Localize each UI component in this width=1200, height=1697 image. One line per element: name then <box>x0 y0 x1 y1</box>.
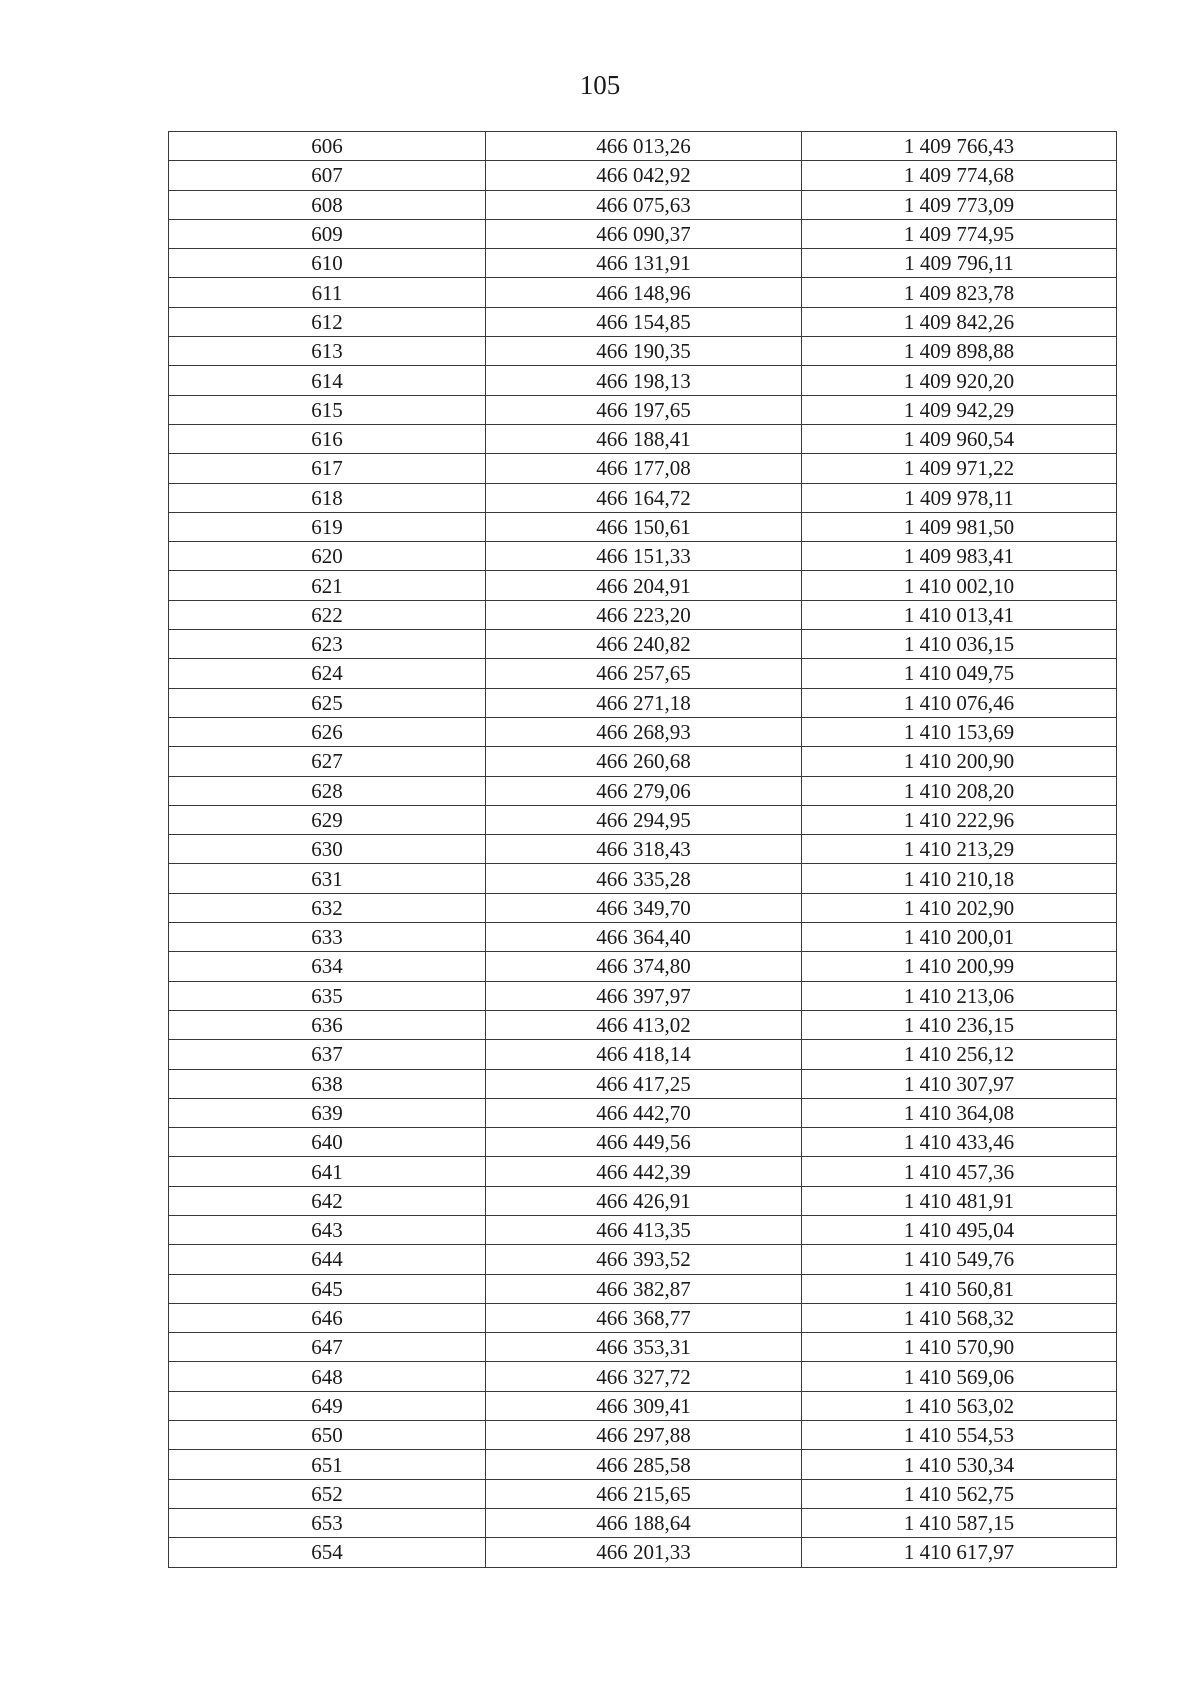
point-number-cell: 606 <box>169 132 486 161</box>
x-coordinate-cell: 466 327,72 <box>486 1362 802 1391</box>
table-row <box>169 1128 1117 1157</box>
x-coordinate-cell: 466 154,85 <box>486 307 802 336</box>
point-number-cell: 644 <box>169 1245 486 1274</box>
x-coordinate-cell: 466 309,41 <box>486 1391 802 1420</box>
x-coordinate-cell: 466 442,39 <box>486 1157 802 1186</box>
table-row <box>169 600 1117 629</box>
point-number-cell: 619 <box>169 512 486 541</box>
point-number-cell: 623 <box>169 630 486 659</box>
table-row <box>169 1186 1117 1215</box>
x-coordinate-cell: 466 268,93 <box>486 717 802 746</box>
y-coordinate-cell: 1 410 364,08 <box>802 1098 1117 1127</box>
y-coordinate-cell: 1 409 842,26 <box>802 307 1117 336</box>
point-number-cell: 608 <box>169 190 486 219</box>
table-row <box>169 864 1117 893</box>
table-row <box>169 747 1117 776</box>
x-coordinate-cell: 466 150,61 <box>486 512 802 541</box>
y-coordinate-cell: 1 409 823,78 <box>802 278 1117 307</box>
table-row <box>169 952 1117 981</box>
point-number-cell: 632 <box>169 893 486 922</box>
point-number-cell: 613 <box>169 337 486 366</box>
point-number-cell: 625 <box>169 688 486 717</box>
x-coordinate-cell: 466 204,91 <box>486 571 802 600</box>
table-row <box>169 1157 1117 1186</box>
point-number-cell: 622 <box>169 600 486 629</box>
point-number-cell: 611 <box>169 278 486 307</box>
x-coordinate-cell: 466 188,41 <box>486 424 802 453</box>
y-coordinate-cell: 1 410 002,10 <box>802 571 1117 600</box>
point-number-cell: 627 <box>169 747 486 776</box>
x-coordinate-cell: 466 198,13 <box>486 366 802 395</box>
y-coordinate-cell: 1 409 773,09 <box>802 190 1117 219</box>
y-coordinate-cell: 1 410 036,15 <box>802 630 1117 659</box>
x-coordinate-cell: 466 197,65 <box>486 395 802 424</box>
point-number-cell: 629 <box>169 805 486 834</box>
table-row <box>169 483 1117 512</box>
y-coordinate-cell: 1 410 256,12 <box>802 1040 1117 1069</box>
y-coordinate-cell: 1 409 960,54 <box>802 424 1117 453</box>
y-coordinate-cell: 1 410 569,06 <box>802 1362 1117 1391</box>
y-coordinate-cell: 1 410 076,46 <box>802 688 1117 717</box>
table-row <box>169 1421 1117 1450</box>
point-number-cell: 638 <box>169 1069 486 1098</box>
point-number-cell: 610 <box>169 249 486 278</box>
x-coordinate-cell: 466 413,02 <box>486 1010 802 1039</box>
point-number-cell: 633 <box>169 923 486 952</box>
point-number-cell: 645 <box>169 1274 486 1303</box>
table-row <box>169 659 1117 688</box>
x-coordinate-cell: 466 353,31 <box>486 1333 802 1362</box>
x-coordinate-cell: 466 090,37 <box>486 219 802 248</box>
table-row <box>169 1538 1117 1567</box>
table-row <box>169 981 1117 1010</box>
y-coordinate-cell: 1 410 587,15 <box>802 1508 1117 1537</box>
table-row <box>169 835 1117 864</box>
y-coordinate-cell: 1 410 153,69 <box>802 717 1117 746</box>
x-coordinate-cell: 466 368,77 <box>486 1303 802 1332</box>
x-coordinate-cell: 466 223,20 <box>486 600 802 629</box>
y-coordinate-cell: 1 410 213,29 <box>802 835 1117 864</box>
x-coordinate-cell: 466 188,64 <box>486 1508 802 1537</box>
table-row <box>169 630 1117 659</box>
x-coordinate-cell: 466 131,91 <box>486 249 802 278</box>
point-number-cell: 618 <box>169 483 486 512</box>
y-coordinate-cell: 1 409 774,68 <box>802 161 1117 190</box>
table-row <box>169 776 1117 805</box>
table-row <box>169 1274 1117 1303</box>
y-coordinate-cell: 1 409 796,11 <box>802 249 1117 278</box>
table-row <box>169 893 1117 922</box>
x-coordinate-cell: 466 364,40 <box>486 923 802 952</box>
point-number-cell: 620 <box>169 542 486 571</box>
point-number-cell: 635 <box>169 981 486 1010</box>
table-row <box>169 688 1117 717</box>
table-row <box>169 454 1117 483</box>
y-coordinate-cell: 1 410 530,34 <box>802 1450 1117 1479</box>
y-coordinate-cell: 1 410 617,97 <box>802 1538 1117 1567</box>
y-coordinate-cell: 1 410 213,06 <box>802 981 1117 1010</box>
y-coordinate-cell: 1 410 457,36 <box>802 1157 1117 1186</box>
point-number-cell: 653 <box>169 1508 486 1537</box>
x-coordinate-cell: 466 418,14 <box>486 1040 802 1069</box>
point-number-cell: 648 <box>169 1362 486 1391</box>
table-row <box>169 1245 1117 1274</box>
y-coordinate-cell: 1 410 549,76 <box>802 1245 1117 1274</box>
x-coordinate-cell: 466 294,95 <box>486 805 802 834</box>
x-coordinate-cell: 466 374,80 <box>486 952 802 981</box>
point-number-cell: 641 <box>169 1157 486 1186</box>
table-row <box>169 923 1117 952</box>
point-number-cell: 616 <box>169 424 486 453</box>
y-coordinate-cell: 1 409 971,22 <box>802 454 1117 483</box>
x-coordinate-cell: 466 257,65 <box>486 659 802 688</box>
y-coordinate-cell: 1 410 433,46 <box>802 1128 1117 1157</box>
point-number-cell: 654 <box>169 1538 486 1567</box>
table-row <box>169 132 1117 161</box>
table-row <box>169 717 1117 746</box>
y-coordinate-cell: 1 409 978,11 <box>802 483 1117 512</box>
table-row <box>169 805 1117 834</box>
x-coordinate-cell: 466 013,26 <box>486 132 802 161</box>
point-number-cell: 639 <box>169 1098 486 1127</box>
y-coordinate-cell: 1 410 210,18 <box>802 864 1117 893</box>
point-number-cell: 628 <box>169 776 486 805</box>
y-coordinate-cell: 1 409 920,20 <box>802 366 1117 395</box>
table-row <box>169 190 1117 219</box>
x-coordinate-cell: 466 297,88 <box>486 1421 802 1450</box>
y-coordinate-cell: 1 410 554,53 <box>802 1421 1117 1450</box>
table-row <box>169 1450 1117 1479</box>
point-number-cell: 646 <box>169 1303 486 1332</box>
table-row <box>169 1333 1117 1362</box>
point-number-cell: 647 <box>169 1333 486 1362</box>
table-row <box>169 1098 1117 1127</box>
y-coordinate-cell: 1 410 208,20 <box>802 776 1117 805</box>
x-coordinate-cell: 466 426,91 <box>486 1186 802 1215</box>
point-number-cell: 609 <box>169 219 486 248</box>
x-coordinate-cell: 466 382,87 <box>486 1274 802 1303</box>
x-coordinate-cell: 466 271,18 <box>486 688 802 717</box>
point-number-cell: 626 <box>169 717 486 746</box>
point-number-cell: 640 <box>169 1128 486 1157</box>
table-row <box>169 1362 1117 1391</box>
x-coordinate-cell: 466 349,70 <box>486 893 802 922</box>
x-coordinate-cell: 466 201,33 <box>486 1538 802 1567</box>
table-row <box>169 1069 1117 1098</box>
y-coordinate-cell: 1 410 307,97 <box>802 1069 1117 1098</box>
table-row <box>169 424 1117 453</box>
point-number-cell: 617 <box>169 454 486 483</box>
point-number-cell: 637 <box>169 1040 486 1069</box>
table-row <box>169 1479 1117 1508</box>
x-coordinate-cell: 466 279,06 <box>486 776 802 805</box>
y-coordinate-cell: 1 410 562,75 <box>802 1479 1117 1508</box>
point-number-cell: 650 <box>169 1421 486 1450</box>
point-number-cell: 631 <box>169 864 486 893</box>
page-number: 105 <box>579 70 621 100</box>
x-coordinate-cell: 466 393,52 <box>486 1245 802 1274</box>
x-coordinate-cell: 466 397,97 <box>486 981 802 1010</box>
point-number-cell: 642 <box>169 1186 486 1215</box>
point-number-cell: 652 <box>169 1479 486 1508</box>
x-coordinate-cell: 466 190,35 <box>486 337 802 366</box>
y-coordinate-cell: 1 410 568,32 <box>802 1303 1117 1332</box>
x-coordinate-cell: 466 075,63 <box>486 190 802 219</box>
x-coordinate-cell: 466 177,08 <box>486 454 802 483</box>
table-row <box>169 219 1117 248</box>
point-number-cell: 621 <box>169 571 486 600</box>
y-coordinate-cell: 1 409 942,29 <box>802 395 1117 424</box>
table-row <box>169 278 1117 307</box>
table-row <box>169 1010 1117 1039</box>
table-row <box>169 542 1117 571</box>
y-coordinate-cell: 1 410 049,75 <box>802 659 1117 688</box>
x-coordinate-cell: 466 260,68 <box>486 747 802 776</box>
table-row <box>169 1391 1117 1420</box>
table-row <box>169 307 1117 336</box>
y-coordinate-cell: 1 410 495,04 <box>802 1215 1117 1244</box>
x-coordinate-cell: 466 318,43 <box>486 835 802 864</box>
table-row <box>169 1215 1117 1244</box>
y-coordinate-cell: 1 410 563,02 <box>802 1391 1117 1420</box>
x-coordinate-cell: 466 442,70 <box>486 1098 802 1127</box>
y-coordinate-cell: 1 410 200,01 <box>802 923 1117 952</box>
coordinates-table-body <box>169 132 1117 1568</box>
point-number-cell: 649 <box>169 1391 486 1420</box>
y-coordinate-cell: 1 410 202,90 <box>802 893 1117 922</box>
x-coordinate-cell: 466 042,92 <box>486 161 802 190</box>
point-number-cell: 615 <box>169 395 486 424</box>
table-row <box>169 1040 1117 1069</box>
y-coordinate-cell: 1 410 013,41 <box>802 600 1117 629</box>
point-number-cell: 634 <box>169 952 486 981</box>
x-coordinate-cell: 466 164,72 <box>486 483 802 512</box>
x-coordinate-cell: 466 240,82 <box>486 630 802 659</box>
y-coordinate-cell: 1 409 898,88 <box>802 337 1117 366</box>
y-coordinate-cell: 1 409 981,50 <box>802 512 1117 541</box>
y-coordinate-cell: 1 409 766,43 <box>802 132 1117 161</box>
point-number-cell: 651 <box>169 1450 486 1479</box>
point-number-cell: 624 <box>169 659 486 688</box>
y-coordinate-cell: 1 410 481,91 <box>802 1186 1117 1215</box>
y-coordinate-cell: 1 410 200,99 <box>802 952 1117 981</box>
table-row <box>169 512 1117 541</box>
x-coordinate-cell: 466 151,33 <box>486 542 802 571</box>
coordinates-table <box>168 131 1117 1568</box>
point-number-cell: 630 <box>169 835 486 864</box>
y-coordinate-cell: 1 410 560,81 <box>802 1274 1117 1303</box>
table-row <box>169 1303 1117 1332</box>
table-row <box>169 395 1117 424</box>
y-coordinate-cell: 1 409 983,41 <box>802 542 1117 571</box>
table-row <box>169 161 1117 190</box>
x-coordinate-cell: 466 335,28 <box>486 864 802 893</box>
point-number-cell: 636 <box>169 1010 486 1039</box>
y-coordinate-cell: 1 410 570,90 <box>802 1333 1117 1362</box>
x-coordinate-cell: 466 413,35 <box>486 1215 802 1244</box>
table-row <box>169 571 1117 600</box>
table-row <box>169 337 1117 366</box>
y-coordinate-cell: 1 410 222,96 <box>802 805 1117 834</box>
point-number-cell: 643 <box>169 1215 486 1244</box>
table-row <box>169 366 1117 395</box>
x-coordinate-cell: 466 449,56 <box>486 1128 802 1157</box>
point-number-cell: 612 <box>169 307 486 336</box>
x-coordinate-cell: 466 148,96 <box>486 278 802 307</box>
y-coordinate-cell: 1 409 774,95 <box>802 219 1117 248</box>
x-coordinate-cell: 466 417,25 <box>486 1069 802 1098</box>
table-row <box>169 1508 1117 1537</box>
point-number-cell: 614 <box>169 366 486 395</box>
y-coordinate-cell: 1 410 200,90 <box>802 747 1117 776</box>
y-coordinate-cell: 1 410 236,15 <box>802 1010 1117 1039</box>
table-row <box>169 249 1117 278</box>
point-number-cell: 607 <box>169 161 486 190</box>
x-coordinate-cell: 466 215,65 <box>486 1479 802 1508</box>
x-coordinate-cell: 466 285,58 <box>486 1450 802 1479</box>
